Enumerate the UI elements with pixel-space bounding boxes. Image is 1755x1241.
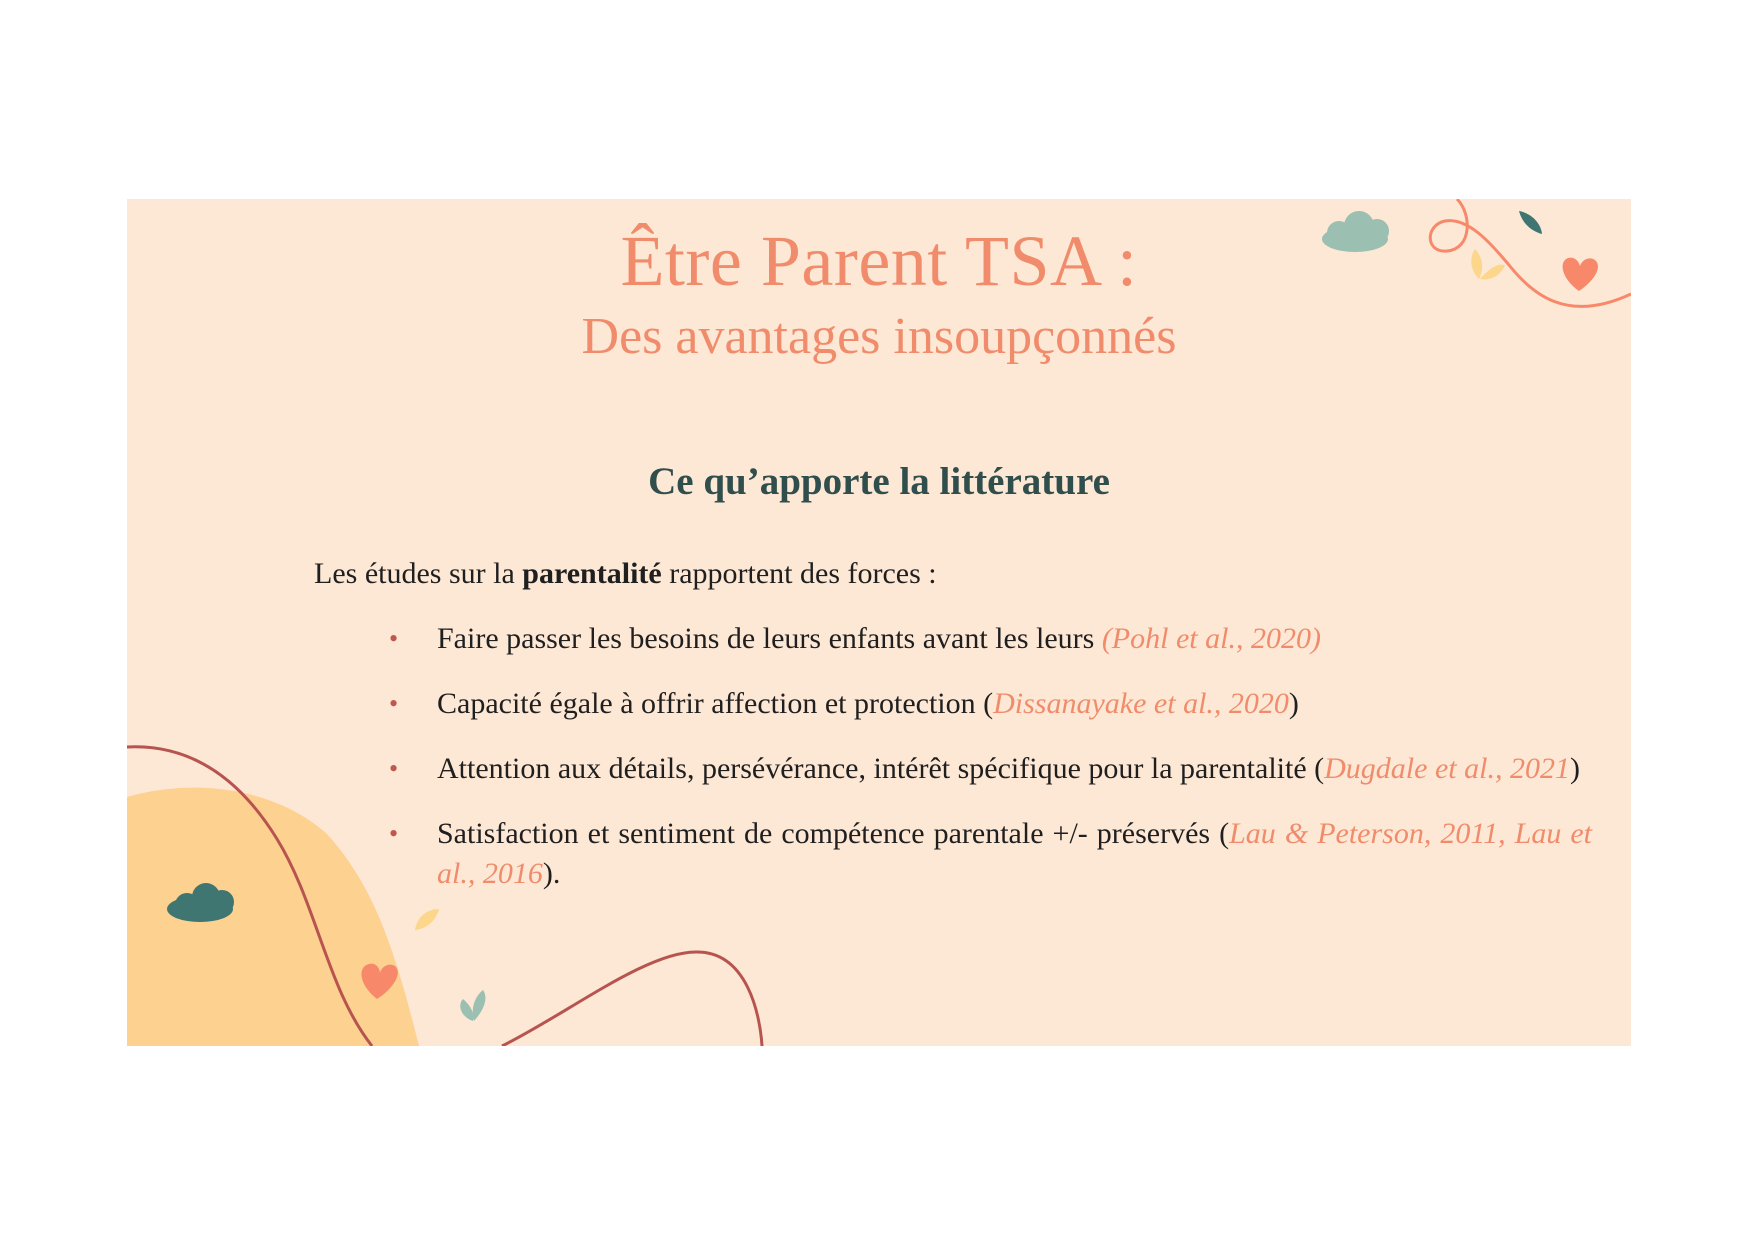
bullet-item — [437, 814, 1592, 894]
intro-text — [314, 556, 937, 592]
bullet-text: Capacité égale à offrir affection et protection — [437, 687, 984, 720]
leaf-icon — [415, 909, 439, 930]
section-heading: Ce qu’apporte la littérature — [648, 460, 1110, 503]
intro-text-start: Les études sur la — [314, 557, 523, 590]
slide-title: Être Parent TSA : — [620, 221, 1138, 301]
paren-close: ). — [542, 857, 561, 890]
bullet-item — [437, 619, 1592, 659]
bullet-text: Attention aux détails, persévérance, intérêt spécifique pour la parentalité — [437, 752, 1315, 785]
bullet-item — [437, 749, 1592, 789]
bullet-list — [437, 619, 1592, 919]
paren-open: ( — [983, 687, 994, 720]
citation: Dissanayake et al., 2020 — [993, 687, 1289, 720]
paren-close: ) — [1288, 687, 1299, 720]
swirl-line — [502, 952, 762, 1046]
paren-close: ) — [1569, 752, 1580, 785]
citation: Lau & Peterson, 2011, Lau et al., 2016 — [437, 817, 1593, 890]
paren-open: ( — [1219, 817, 1230, 850]
slide-subtitle: Des avantages insoupçonnés — [581, 308, 1177, 365]
citation: Dugdale et al., 2021 — [1324, 752, 1570, 785]
paren-open: ( — [1314, 752, 1325, 785]
citation: (Pohl et al., 2020) — [1101, 622, 1321, 655]
intro-text-bold: parentalité — [522, 557, 662, 590]
blob-shape — [127, 788, 419, 1046]
bullet-item — [437, 684, 1592, 724]
slide — [127, 199, 1631, 1046]
bullet-text: Satisfaction et sentiment de compétence parentale +/- préservés — [437, 817, 1220, 850]
intro-text-end: rapportent des forces : — [661, 557, 937, 590]
bullet-text: Faire passer les besoins de leurs enfants avant les leurs — [437, 622, 1102, 655]
leaf-icon — [460, 990, 485, 1021]
